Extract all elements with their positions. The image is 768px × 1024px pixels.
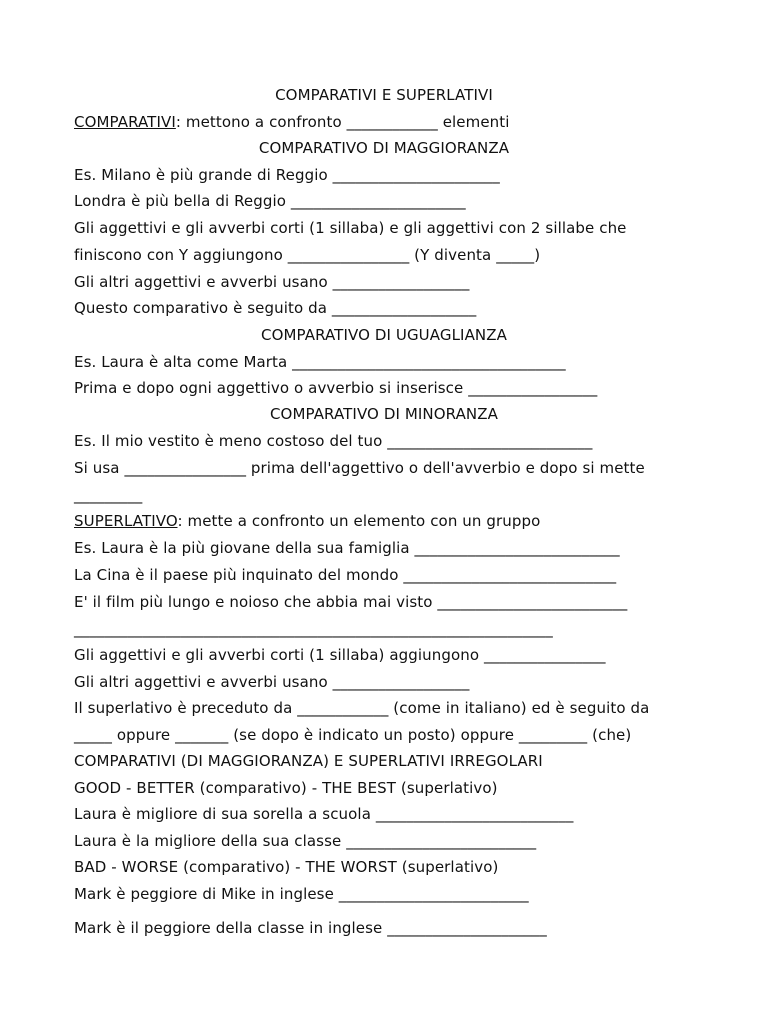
maggioranza-line: Es. Milano è più grande di Reggio ______________________	[74, 166, 500, 184]
maggioranza-line: finiscono con Y aggiungono ________________ (Y diventa _____)	[74, 246, 541, 264]
maggioranza-line: Gli altri aggettivi e avverbi usano __________________	[74, 273, 470, 291]
maggioranza-line: Gli aggettivi e gli avverbi corti (1 sillaba) e gli aggettivi con 2 sillabe che	[74, 219, 627, 237]
superlativo-line: Es. Laura è la più giovane della sua famiglia ___________________________	[74, 539, 620, 557]
maggioranza-line: Questo comparativo è seguito da ___________________	[74, 299, 477, 317]
minoranza-heading: COMPARATIVO DI MINORANZA	[269, 405, 498, 423]
superlativo-line: Gli aggettivi e gli avverbi corti (1 sillaba) aggiungono ________________	[74, 646, 606, 664]
bad-line: Mark è il peggiore della classe in inglese _____________________	[74, 919, 547, 937]
superlativo-line: La Cina è il paese più inquinato del mondo ____________________________	[74, 566, 617, 584]
bad-line: Mark è peggiore di Mike in inglese _________________________	[74, 885, 529, 903]
superlativo-definition	[74, 511, 708, 531]
comparativi-term: COMPARATIVI	[74, 113, 176, 131]
superlativo-line: E' il film più lungo e noioso che abbia mai visto _________________________	[74, 593, 628, 611]
superlativo-line: Gli altri aggettivi e avverbi usano __________________	[74, 673, 470, 691]
superlativo-term: SUPERLATIVO	[74, 512, 178, 530]
superlativo-line: _____ oppure _______ (se dopo è indicato un posto) oppure _________ (che)	[74, 726, 632, 744]
minoranza-line: Es. Il mio vestito è meno costoso del tuo ___________________________	[74, 432, 593, 450]
minoranza-line: Si usa ________________ prima dell'aggettivo o dell'avverbio e dopo si mette	[74, 459, 645, 477]
irregolari-heading: COMPARATIVI (DI MAGGIORANZA) E SUPERLATIVI IRREGOLARI	[74, 752, 543, 770]
superlativo-line: Il superlativo è preceduto da ____________ (come in italiano) ed è seguito da	[74, 699, 650, 717]
minoranza-line: _________	[74, 486, 143, 504]
bad-heading: BAD - WORSE (comparativo) - THE WORST (superlativo)	[74, 858, 499, 876]
comparativi-definition-text: : mettono a confronto ____________ elementi	[175, 113, 510, 131]
uguaglianza-heading: COMPARATIVO DI UGUAGLIANZA	[261, 326, 507, 344]
maggioranza-line: Londra è più bella di Reggio _______________________	[74, 192, 466, 210]
good-line: Laura è migliore di sua sorella a scuola __________________________	[74, 805, 574, 823]
page-title: COMPARATIVI E SUPERLATIVI	[275, 86, 493, 104]
uguaglianza-line: Es. Laura è alta come Marta ____________________________________	[74, 353, 566, 371]
superlativo-line: _______________________________________________________________	[74, 620, 553, 638]
maggioranza-heading: COMPARATIVO DI MAGGIORANZA	[258, 139, 510, 157]
good-heading: GOOD - BETTER (comparativo) - THE BEST (superlativo)	[74, 779, 498, 797]
good-line: Laura è la migliore della sua classe _________________________	[74, 832, 537, 850]
uguaglianza-line: Prima e dopo ogni aggettivo o avverbio si inserisce _________________	[74, 379, 598, 397]
superlativo-definition-text: : mette a confronto un elemento con un gruppo	[177, 512, 541, 530]
comparativi-definition	[74, 112, 708, 132]
